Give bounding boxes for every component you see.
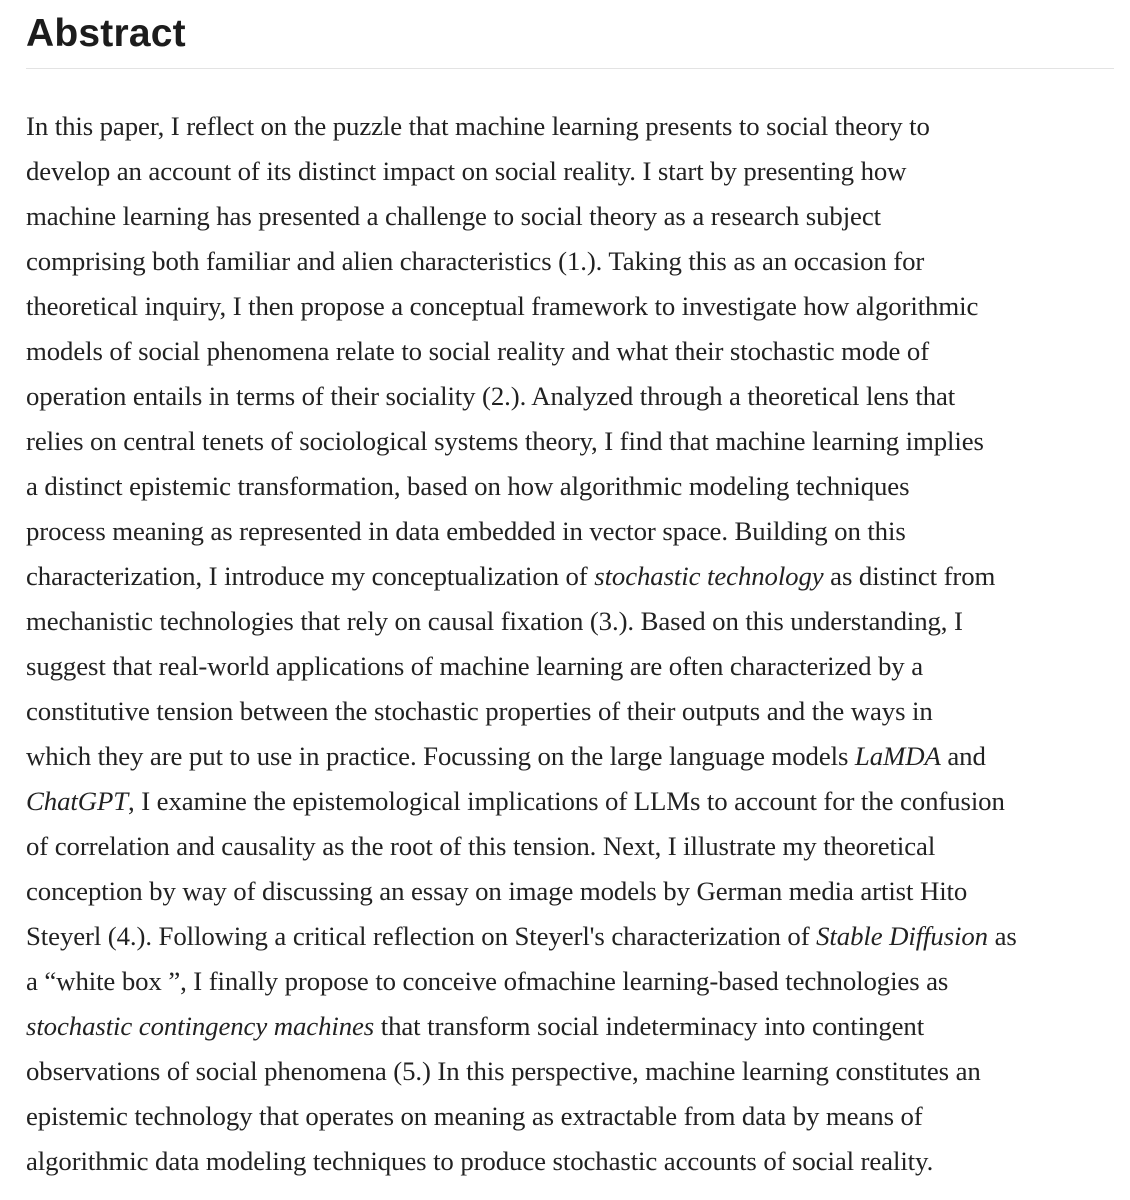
- text-run: develop an account of its distinct impact on social reality. I start by presenting how: [26, 156, 907, 186]
- text-run: observations of social phenomena (5.) In this perspective, machine learning constitutes an: [26, 1056, 981, 1086]
- text-run: , I examine the epistemological implications of LLMs to account for the confusion: [128, 786, 1005, 816]
- abstract-line: [26, 1049, 1111, 1094]
- text-run: a “white box ”, I finally propose to conceive ofmachine learning-based technologies as: [26, 966, 949, 996]
- abstract-line: [26, 599, 1111, 644]
- abstract-line: [26, 509, 1111, 554]
- italic-term: LaMDA: [854, 741, 941, 771]
- abstract-line: [26, 869, 1111, 914]
- abstract-line: [26, 644, 1111, 689]
- italic-term: stochastic technology: [594, 561, 824, 591]
- text-run: characterization, I introduce my conceptualization of: [26, 561, 595, 591]
- italic-term: Stable Diffusion: [816, 921, 988, 951]
- text-run: In this paper, I reflect on the puzzle that machine learning presents to social theory to: [26, 111, 930, 141]
- text-run: models of social phenomena relate to social reality and what their stochastic mode of: [26, 336, 930, 366]
- abstract-paragraph: [26, 104, 1111, 1184]
- abstract-section: [26, 0, 1114, 1176]
- text-run: algorithmic data modeling techniques to produce stochastic accounts of social reality.: [26, 1146, 934, 1176]
- italic-term: stochastic contingency machines: [26, 1011, 375, 1041]
- text-run: machine learning has presented a challenge to social theory as a research subject: [26, 201, 881, 231]
- text-run: mechanistic technologies that rely on causal fixation (3.). Based on this understanding, I: [26, 606, 963, 636]
- abstract-line: [26, 104, 1111, 149]
- abstract-line: [26, 734, 1111, 779]
- text-run: Steyerl (4.). Following a critical reflection on Steyerl's characterization of: [26, 921, 817, 951]
- text-run: theoretical inquiry, I then propose a conceptual framework to investigate how algorithmic: [26, 291, 979, 321]
- abstract-line: [26, 239, 1111, 284]
- abstract-line: [26, 824, 1111, 869]
- text-run: and: [940, 741, 986, 771]
- text-run: a distinct epistemic transformation, based on how algorithmic modeling techniques: [26, 471, 910, 501]
- abstract-line: [26, 689, 1111, 734]
- text-run: of correlation and causality as the root of this tension. Next, I illustrate my theoretical: [26, 831, 936, 861]
- text-run: constitutive tension between the stochastic properties of their outputs and the ways in: [26, 696, 933, 726]
- abstract-line: [26, 1139, 1111, 1184]
- abstract-line: [26, 554, 1111, 599]
- text-run: suggest that real-world applications of machine learning are often characterized by a: [26, 651, 923, 681]
- text-run: process meaning as represented in data embedded in vector space. Building on this: [26, 516, 906, 546]
- abstract-line: [26, 914, 1111, 959]
- abstract-line: [26, 149, 1111, 194]
- abstract-line: [26, 374, 1111, 419]
- abstract-line: [26, 419, 1111, 464]
- abstract-line: [26, 1094, 1111, 1139]
- text-run: comprising both familiar and alien characteristics (1.). Taking this as an occasion for: [26, 246, 925, 276]
- abstract-line: [26, 779, 1111, 824]
- text-run: operation entails in terms of their sociality (2.). Analyzed through a theoretical lens that: [26, 381, 956, 411]
- abstract-line: [26, 194, 1111, 239]
- text-run: epistemic technology that operates on meaning as extractable from data by means of: [26, 1101, 923, 1131]
- text-run: as distinct from: [823, 561, 996, 591]
- abstract-line: [26, 464, 1111, 509]
- abstract-line: [26, 959, 1111, 1004]
- text-run: which they are put to use in practice. Focussing on the large language models: [26, 741, 855, 771]
- text-run: as: [987, 921, 1017, 951]
- text-run: that transform social indeterminacy into contingent: [374, 1011, 925, 1041]
- abstract-line: [26, 284, 1111, 329]
- text-run: relies on central tenets of sociological systems theory, I find that machine learning implies: [26, 426, 984, 456]
- abstract-line: [26, 329, 1111, 374]
- italic-term: ChatGPT: [26, 786, 129, 816]
- text-run: conception by way of discussing an essay on image models by German media artist Hito: [26, 876, 968, 906]
- section-heading: Abstract: [26, 12, 186, 55]
- heading-divider: [26, 68, 1114, 69]
- abstract-line: [26, 1004, 1111, 1049]
